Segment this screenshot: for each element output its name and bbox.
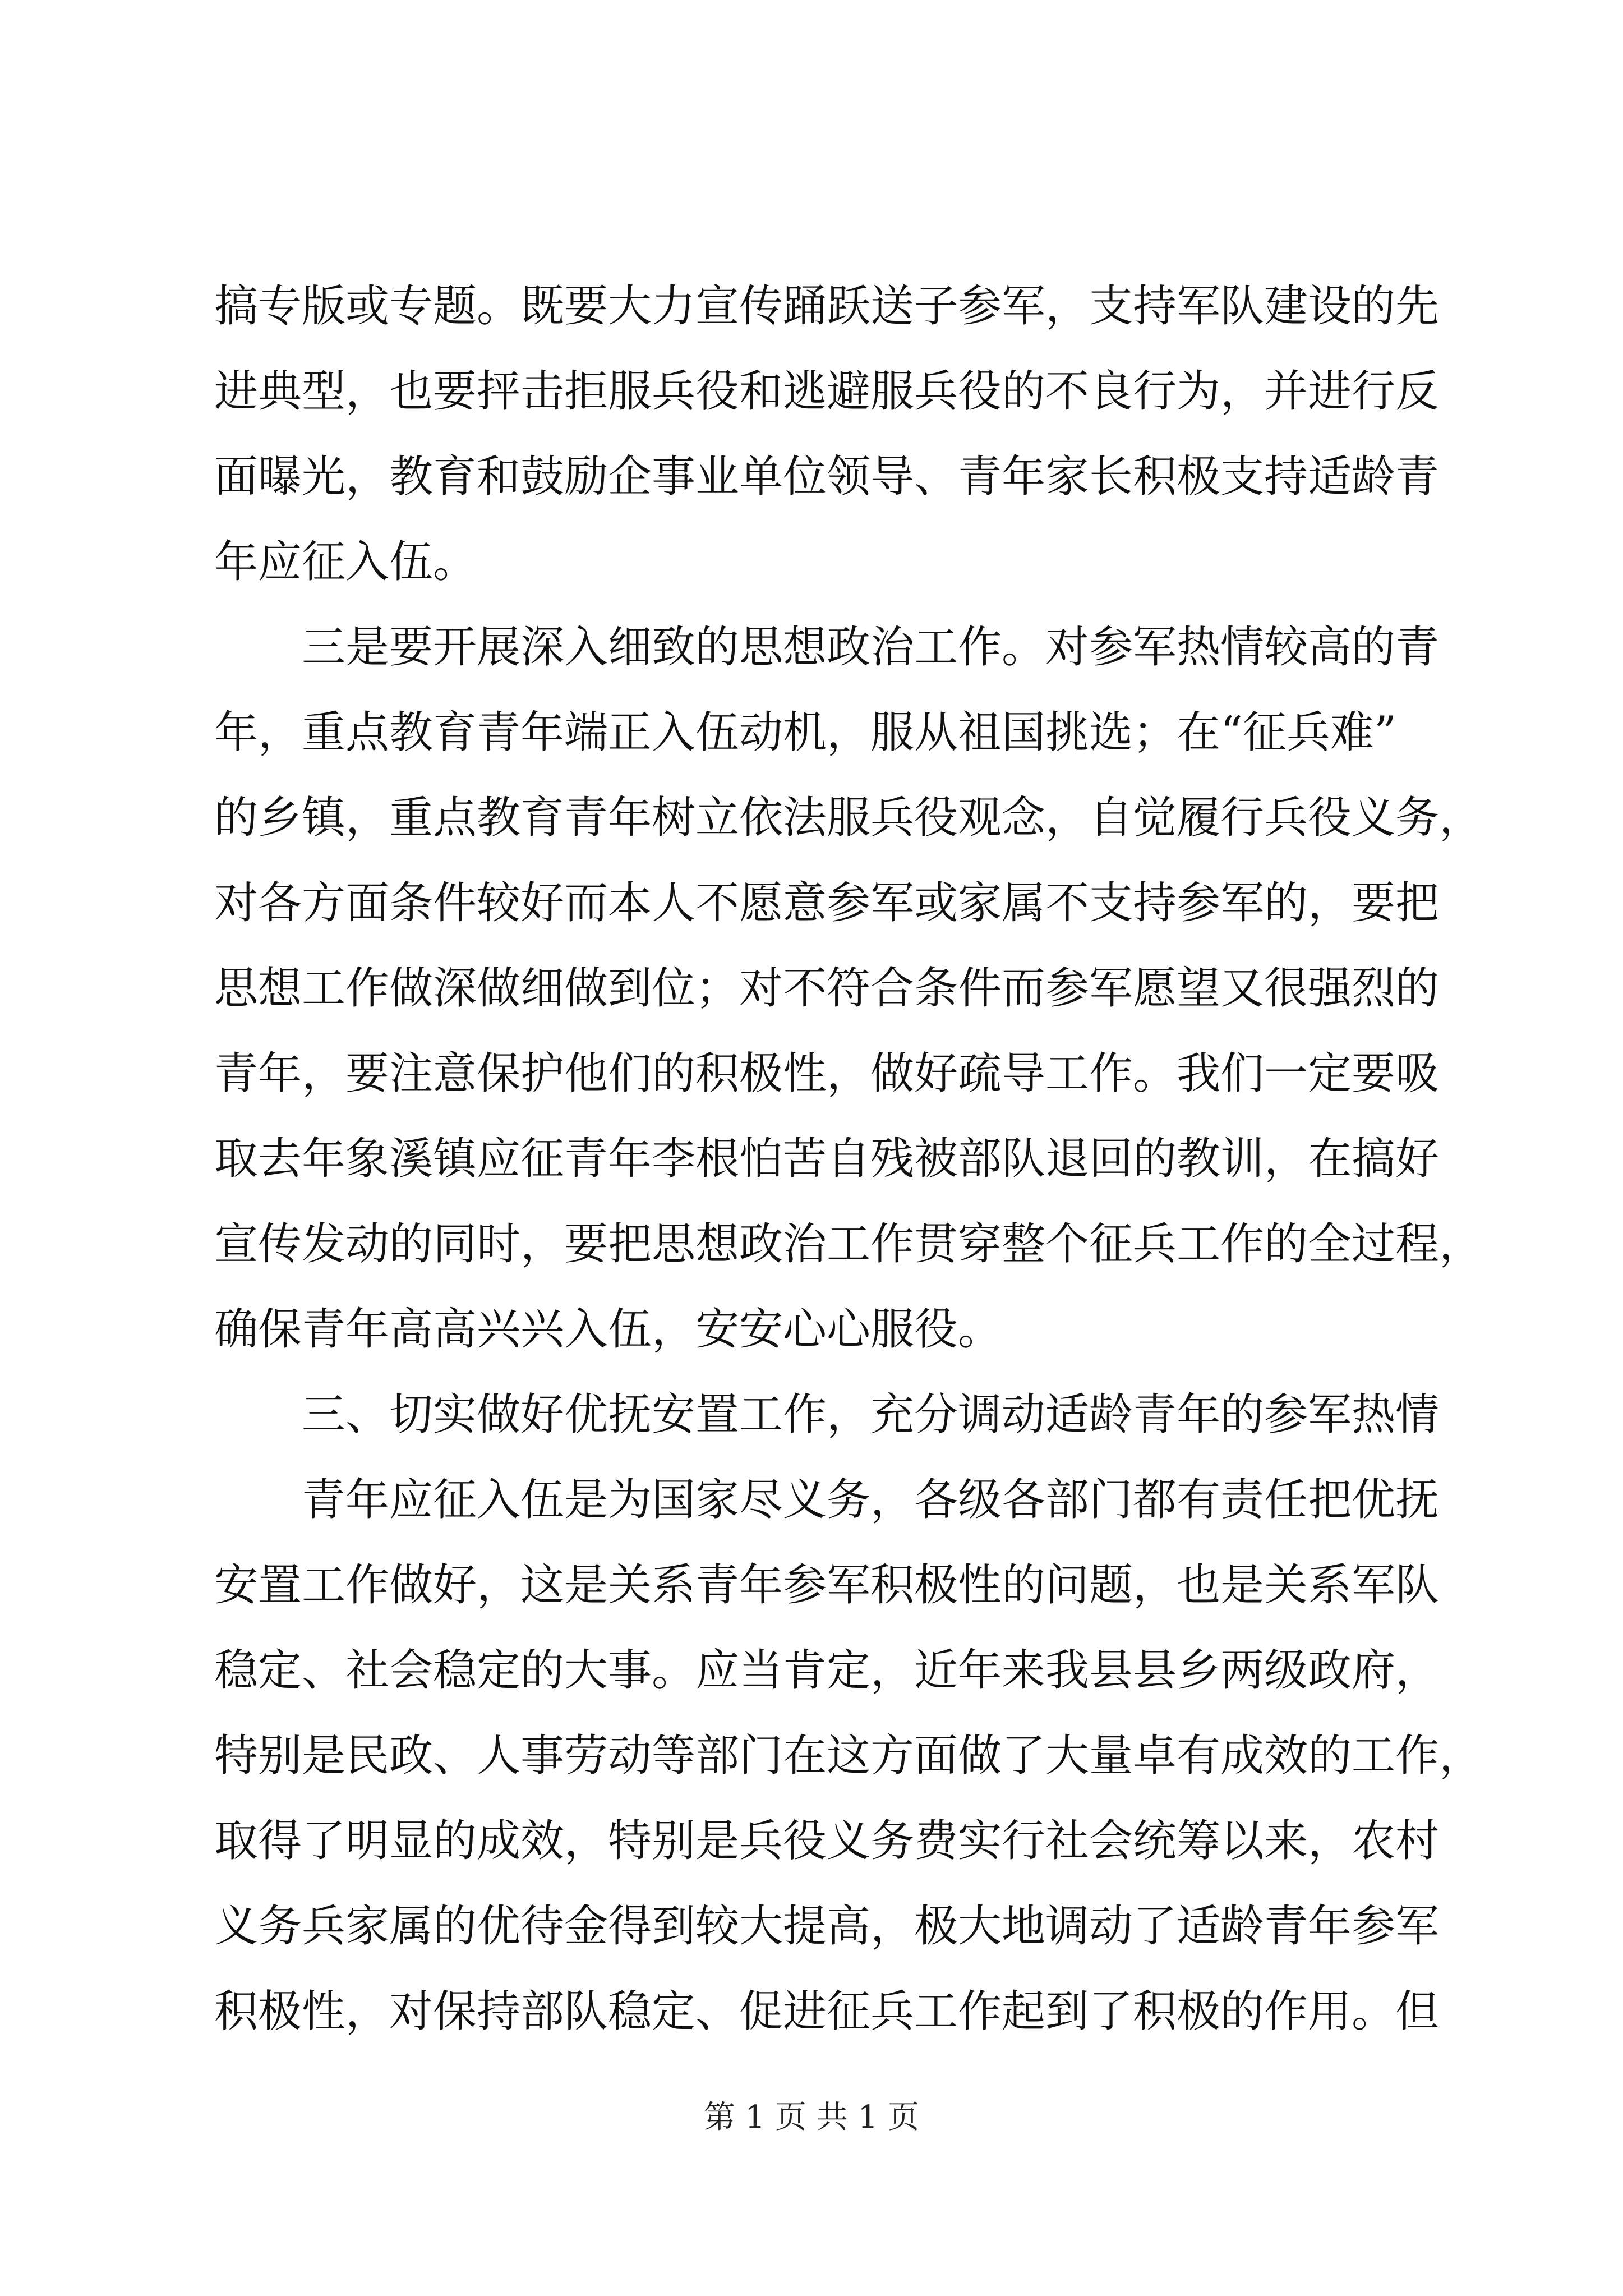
text-line: 青年，要注意保护他们的积极性，做好疏导工作。我们一定要吸 [214,1048,1440,1099]
document-body [214,264,1483,2054]
text-line: 思想工作做深做细做到位；对不符合条件而参军愿望又很强烈的 [214,963,1440,1014]
text-line: 青年应征入伍是为国家尽义务，各级各部门都有责任把优抚 [302,1475,1440,1525]
text-line: 取去年象溪镇应征青年李根怕苦自残被部队退回的教训，在搞好 [214,1134,1440,1184]
text-line: 面曝光，教育和鼓励企事业单位领导、青年家长积极支持适龄青 [214,452,1440,502]
text-line: 取得了明显的成效，特别是兵役义务费实行社会统筹以来，农村 [214,1816,1440,1866]
text-line: 安置工作做好，这是关系青年参军积极性的问题，也是关系军队 [214,1560,1440,1611]
text-line: 宣传发动的同时，要把思想政治工作贯穿整个征兵工作的全过程， [214,1219,1483,1269]
text-line: 的乡镇，重点教育青年树立依法服兵役观念，自觉履行兵役义务， [214,793,1483,843]
text-line: 义务兵家属的优待金得到较大提高，极大地调动了适龄青年参军 [214,1901,1440,1952]
text-line: 进典型，也要抨击拒服兵役和逃避服兵役的不良行为，并进行反 [214,366,1440,417]
text-line: 对各方面条件较好而本人不愿意参军或家属不支持参军的，要把 [214,878,1440,928]
text-line: 确保青年高高兴兴入伍，安安心心服役。 [214,1304,1002,1355]
text-line: 年，重点教育青年端正入伍动机，服从祖国挑选；在“征兵难” [214,707,1396,758]
text-line: 搞专版或专题。既要大力宣传踊跃送子参军，支持军队建设的先 [214,281,1440,332]
text-line: 三是要开展深入细致的思想政治工作。对参军热情较高的青 [302,622,1440,673]
section-heading: 三、切实做好优抚安置工作，充分调动适龄青年的参军热情 [302,1389,1440,1440]
text-line: 年应征入伍。 [214,537,477,587]
text-line: 积极性，对保持部队稳定、促进征兵工作起到了积极的作用。但 [214,1986,1440,2037]
text-line: 稳定、社会稳定的大事。应当肯定，近年来我县县乡两级政府， [214,1645,1440,1696]
text-line: 特别是民政、人事劳动等部门在这方面做了大量卓有成效的工作， [214,1731,1483,1781]
page-number-footer: 第 1 页 共 1 页 [703,2099,920,2136]
